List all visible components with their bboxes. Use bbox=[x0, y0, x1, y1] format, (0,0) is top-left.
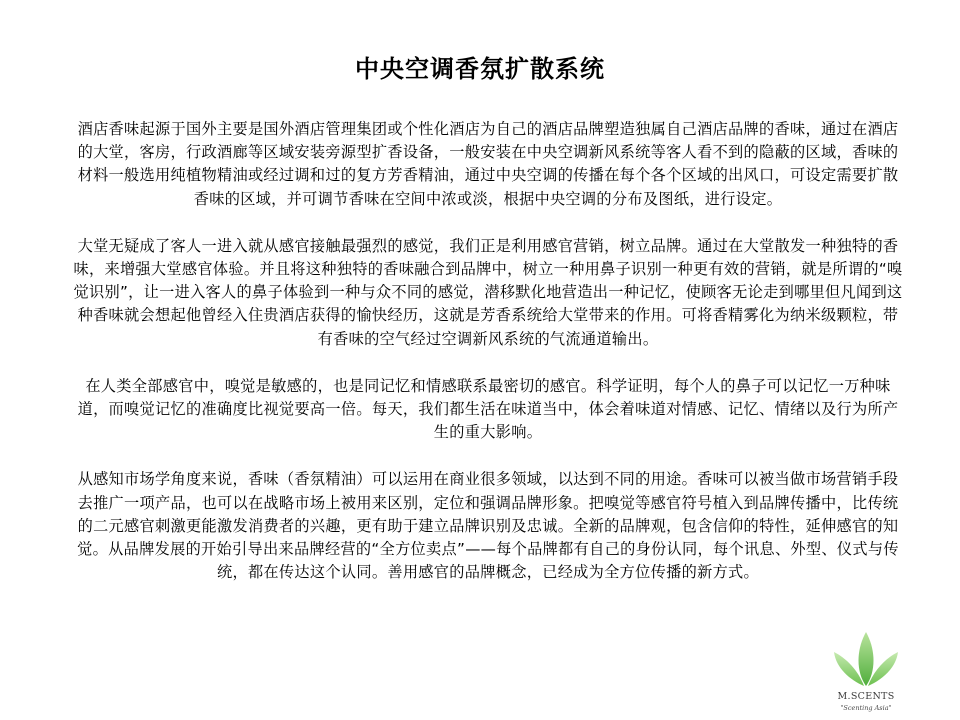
brand-logo bbox=[826, 628, 906, 718]
logo-tagline: "Scenting Asia" bbox=[840, 704, 892, 712]
paragraph-hotel-scent-origin: 酒店香味起源于国外主要是国外酒店管理集团或个性化酒店为自己的酒店品牌塑造独属自己酒店品牌的香味，通过在酒店的大堂，客房，行政酒廊等区域安装旁源型扩香设备，一般安装在中央空调新风系统等客人看不到的隐蔽的区域，香味的材料一般选用纯植物精油或经过调和过的复方芳香精油，通过中央空调的传播在每个各个区域的出风口，可设定需要扩散香味的区域，并可调节香味在空间中浓或淡，根据中央空调的分布及图纸，进行设定。 bbox=[77, 120, 899, 208]
logo-brand-name: M.SCENTS bbox=[837, 691, 895, 702]
paragraph-sensory-branding: 从感知市场学角度来说，香味（香氛精油）可以运用在商业很多领域，以达到不同的用途。香味可以被当做市场营销手段去推广一项产品，也可以在战略市场上被用来区别，定位和强调品牌形象。把嗅觉等感官符号植入到品牌传播中，比传统的二元感官刺激更能激发消费者的兴趣，更有助于建立品牌识别及忠诚。全新的品牌观，包含信仰的特性，延伸感官的知觉。从品牌发展的开始引导出来品牌经营的“全方位卖点”——每个品牌都有自己的身份认同，每个讯息、外型、仪式与传统，都在传达这个认同。善用感官的品牌概念，已经成为全方位传播的新方式。 bbox=[77, 470, 899, 582]
paragraph-smell-memory: 在人类全部感官中，嗅觉是敏感的，也是同记忆和情感联系最密切的感官。科学证明，每个人的鼻子可以记忆一万种味道，而嗅觉记忆的准确度比视觉要高一倍。每天，我们都生活在味道当中，体会着味道对情感、记忆、情绪以及行为所产生的重大影响。 bbox=[77, 376, 899, 442]
green-leaves-icon bbox=[826, 628, 906, 690]
page-title: 中央空调香氛扩散系统 bbox=[355, 54, 605, 83]
slide-body bbox=[72, 118, 904, 608]
paragraph-lobby-sensory-marketing: 大堂无疑成了客人一进入就从感官接触最强烈的感觉，我们正是利用感官营销，树立品牌。通过在大堂散发一种独特的香味，来增强大堂感官体验。并且将这种独特的香味融合到品牌中，树立一种用鼻子识别一种更有效的营销，就是所谓的“嗅觉识别”，让一进入客人的鼻子体验到一种与众不同的感觉，潜移默化地营造出一种记忆，使顾客无论走到哪里但凡闻到这种香味就会想起他曾经入住贵酒店获得的愉快经历，这就是芳香系统给大堂带来的作用。可将香精雾化为纳米级颗粒，带有香味的空气经过空调新风系统的气流通道输出。 bbox=[73, 236, 903, 348]
